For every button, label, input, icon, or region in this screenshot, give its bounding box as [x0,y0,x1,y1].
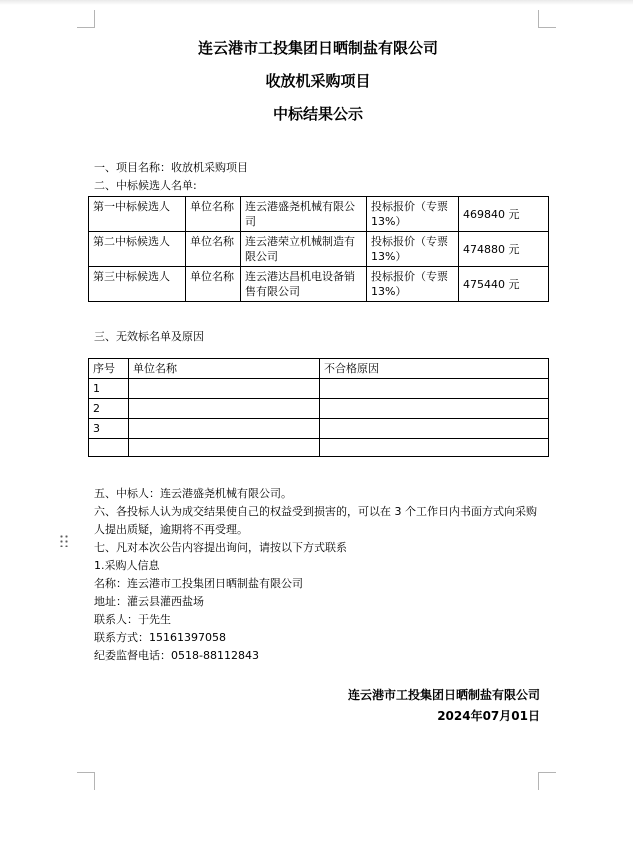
signature-date: 2024年07月01日 [437,709,540,723]
company-cell [129,419,320,439]
reason-cell [320,399,549,419]
index-cell: 2 [89,399,129,419]
section-1-project-name: 一、项目名称：收放机采购项目 [94,161,248,174]
purchaser-info-heading: 1.采购人信息 [94,559,160,572]
winner-rank-cell: 第三中标候选人 [89,267,186,302]
col-header-reason: 不合格原因 [320,359,549,379]
section-7-contact-heading: 七、凡对本次公告内容提出询问，请按以下方式联系 [94,541,347,554]
company-name-cell: 连云港荣立机械制造有限公司 [241,232,367,267]
winner-rank-cell: 第二中标候选人 [89,232,186,267]
section-6-objection-line2: 人提出质疑，逾期将不再受理。 [94,523,248,536]
page-top-edge [0,0,633,5]
document-title-announcement: 中标结果公示 [272,105,363,123]
col-header-index: 序号 [89,359,129,379]
supervision-phone-line: 纪委监督电话：0518-88112843 [94,649,259,662]
contact-phone-line: 联系方式：15161397058 [94,631,226,644]
document-title-project: 收放机采购项目 [265,72,371,90]
index-cell: 1 [89,379,129,399]
reason-cell [320,419,549,439]
company-name-cell: 连云港盛尧机械有限公司 [241,197,367,232]
index-cell: 3 [89,419,129,439]
signature-company: 连云港市工投集团日晒制盐有限公司 [347,688,540,702]
contact-person-line: 联系人：于先生 [94,613,171,626]
purchaser-address-line: 地址：灌云县灌西盐场 [94,595,204,608]
price-label-cell: 投标报价（专票13%） [367,197,459,232]
table-row [89,197,549,232]
col-header-company: 单位名称 [129,359,320,379]
winners-table [88,196,549,302]
table-row [89,399,549,419]
table-row [89,419,549,439]
invalid-bids-table [88,358,549,457]
reason-cell [320,439,549,457]
company-name-cell: 连云港达昌机电设备销售有限公司 [241,267,367,302]
unit-name-label-cell: 单位名称 [186,267,241,302]
table-row [89,232,549,267]
section-5-winner: 五、中标人：连云港盛尧机械有限公司。 [94,487,292,500]
unit-name-label-cell: 单位名称 [186,232,241,267]
company-cell [129,379,320,399]
winner-rank-cell: 第一中标候选人 [89,197,186,232]
purchaser-name-line: 名称：连云港市工投集团日晒制盐有限公司 [94,577,303,590]
price-value-cell: 474880 元 [459,232,549,267]
margin-crop-mark-top-right [538,10,556,28]
table-row [89,379,549,399]
price-label-cell: 投标报价（专票13%） [367,232,459,267]
margin-crop-mark-bottom-left [77,772,95,790]
company-cell [129,399,320,419]
section-2-candidates-heading: 二、中标候选人名单: [94,179,197,192]
unit-name-label-cell: 单位名称 [186,197,241,232]
section-6-objection-line1: 六、各投标人认为成交结果使自己的权益受到损害的，可以在 3 个工作日内书面方式向采购 [94,505,537,518]
table-row [89,439,549,457]
drag-handle-icon[interactable] [59,534,68,547]
reason-cell [320,379,549,399]
signature-block [88,685,548,727]
document-content [88,30,548,727]
margin-crop-mark-bottom-right [538,772,556,790]
table-row [89,267,549,302]
price-label-cell: 投标报价（专票13%） [367,267,459,302]
index-cell [89,439,129,457]
company-cell [129,439,320,457]
price-value-cell: 469840 元 [459,197,549,232]
table-header-row [89,359,549,379]
margin-crop-mark-top-left [77,10,95,28]
document-title-company: 连云港市工投集团日晒制盐有限公司 [197,39,438,57]
section-3-invalid-bids-heading: 三、无效标名单及原因 [94,330,204,343]
price-value-cell: 475440 元 [459,267,549,302]
